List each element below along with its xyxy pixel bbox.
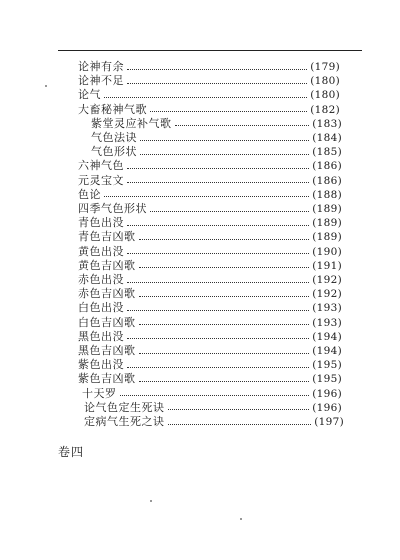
toc-entry-title: 色论 bbox=[78, 187, 101, 201]
toc-leader-dots bbox=[139, 324, 310, 325]
toc-entry-page: (186) bbox=[312, 160, 342, 173]
header-rule bbox=[58, 50, 362, 51]
toc-entry-title: 黑色吉凶歌 bbox=[78, 344, 136, 357]
toc-entry-page: (197) bbox=[314, 416, 344, 428]
toc-entry-title: 紫色吉凶歌 bbox=[78, 372, 136, 386]
toc-leader-dots bbox=[127, 253, 309, 254]
toc-entry-page: (179) bbox=[310, 61, 340, 73]
toc-leader-dots bbox=[175, 125, 310, 126]
toc-entry-page: (184) bbox=[312, 132, 342, 144]
scan-speck bbox=[150, 500, 152, 502]
toc-entry-page: (195) bbox=[312, 373, 342, 386]
toc-leader-dots bbox=[140, 140, 309, 141]
toc-entry-page: (193) bbox=[312, 302, 342, 315]
toc-entry-title: 青色出没 bbox=[78, 216, 124, 230]
toc-entry-page: (195) bbox=[312, 359, 342, 372]
toc-entry-title: 赤色出没 bbox=[78, 273, 124, 286]
toc-entry-title: 十天罗 bbox=[82, 386, 117, 400]
toc-entry-title: 气色形状 bbox=[91, 145, 137, 159]
toc-leader-dots bbox=[127, 69, 307, 70]
toc-leader-dots bbox=[127, 310, 309, 311]
toc-leader-dots bbox=[120, 395, 310, 396]
toc-leader-dots bbox=[139, 353, 310, 354]
toc-entry-title: 白色出没 bbox=[78, 301, 124, 315]
toc-entry-title: 六神气色 bbox=[78, 159, 124, 173]
toc-entry-title: 元灵宝文 bbox=[78, 173, 124, 187]
scan-speck bbox=[45, 85, 47, 87]
toc-entry-page: (180) bbox=[310, 89, 340, 102]
toc-entry-title: 大畜秘神气歌 bbox=[78, 102, 147, 116]
toc-entry-title: 紫堂灵应补气歌 bbox=[91, 116, 172, 130]
toc-entry-page: (186) bbox=[312, 174, 342, 187]
toc-entry-title: 赤色吉凶歌 bbox=[78, 287, 136, 301]
toc-entry-title: 气色法诀 bbox=[91, 131, 137, 144]
toc-entry-page: (180) bbox=[310, 75, 340, 88]
toc-entry-page: (190) bbox=[312, 245, 342, 258]
toc-leader-dots bbox=[104, 97, 307, 98]
toc-entry-title: 定病气生死之诀 bbox=[84, 415, 165, 428]
toc-entry-title: 紫色出没 bbox=[78, 358, 124, 372]
toc-leader-dots bbox=[150, 111, 307, 112]
toc-entry-page: (194) bbox=[312, 345, 342, 357]
toc-entry-page: (189) bbox=[312, 217, 342, 230]
toc-leader-dots bbox=[150, 211, 309, 212]
toc-leader-dots bbox=[139, 239, 310, 240]
toc-entry-title: 白色吉凶歌 bbox=[78, 315, 136, 329]
toc-entry-page: (191) bbox=[312, 259, 342, 272]
toc-entry-title: 论神有余 bbox=[78, 60, 124, 73]
toc-leader-dots bbox=[127, 182, 309, 183]
toc-leader-dots bbox=[140, 154, 309, 155]
toc-entry-page: (194) bbox=[312, 330, 342, 343]
toc-entry-page: (196) bbox=[312, 387, 342, 400]
toc-entry-page: (192) bbox=[312, 288, 342, 301]
toc-entry-page: (185) bbox=[312, 146, 342, 159]
toc-entry-title: 黄色吉凶歌 bbox=[78, 258, 136, 272]
toc-entry-title: 论气色定生死诀 bbox=[84, 400, 165, 414]
toc-entry-title: 论神不足 bbox=[78, 74, 124, 88]
toc-leader-dots bbox=[139, 381, 310, 382]
toc-entry-page: (189) bbox=[312, 231, 342, 244]
toc-leader-dots bbox=[127, 83, 307, 84]
toc-leader-dots bbox=[127, 282, 309, 283]
toc-entry-page: (193) bbox=[312, 316, 342, 329]
toc-entry-title: 黑色出没 bbox=[78, 329, 124, 343]
toc-leader-dots bbox=[168, 409, 310, 410]
toc-entry-page: (196) bbox=[312, 401, 342, 414]
toc-entry-page: (189) bbox=[312, 203, 342, 215]
toc-entry-page: (192) bbox=[312, 274, 342, 286]
toc-leader-dots bbox=[139, 296, 310, 297]
toc-leader-dots bbox=[139, 267, 310, 268]
toc-entry bbox=[84, 414, 344, 430]
section-heading: 卷四 bbox=[58, 445, 85, 459]
toc-leader-dots bbox=[127, 168, 309, 169]
toc-entry-page: (182) bbox=[310, 103, 340, 116]
toc-entry-title: 青色吉凶歌 bbox=[78, 230, 136, 244]
toc-entry-page: (188) bbox=[312, 188, 342, 201]
toc-entry-page: (183) bbox=[312, 117, 342, 130]
toc-entry-title: 论气 bbox=[78, 88, 101, 102]
toc-leader-dots bbox=[127, 225, 309, 226]
toc-entry-title: 四季气色形状 bbox=[78, 202, 147, 215]
toc-leader-dots bbox=[104, 196, 309, 197]
toc-entry-title: 黄色出没 bbox=[78, 244, 124, 258]
toc-leader-dots bbox=[168, 424, 312, 425]
toc-leader-dots bbox=[127, 367, 309, 368]
scan-speck bbox=[240, 518, 242, 520]
toc-leader-dots bbox=[127, 338, 309, 339]
